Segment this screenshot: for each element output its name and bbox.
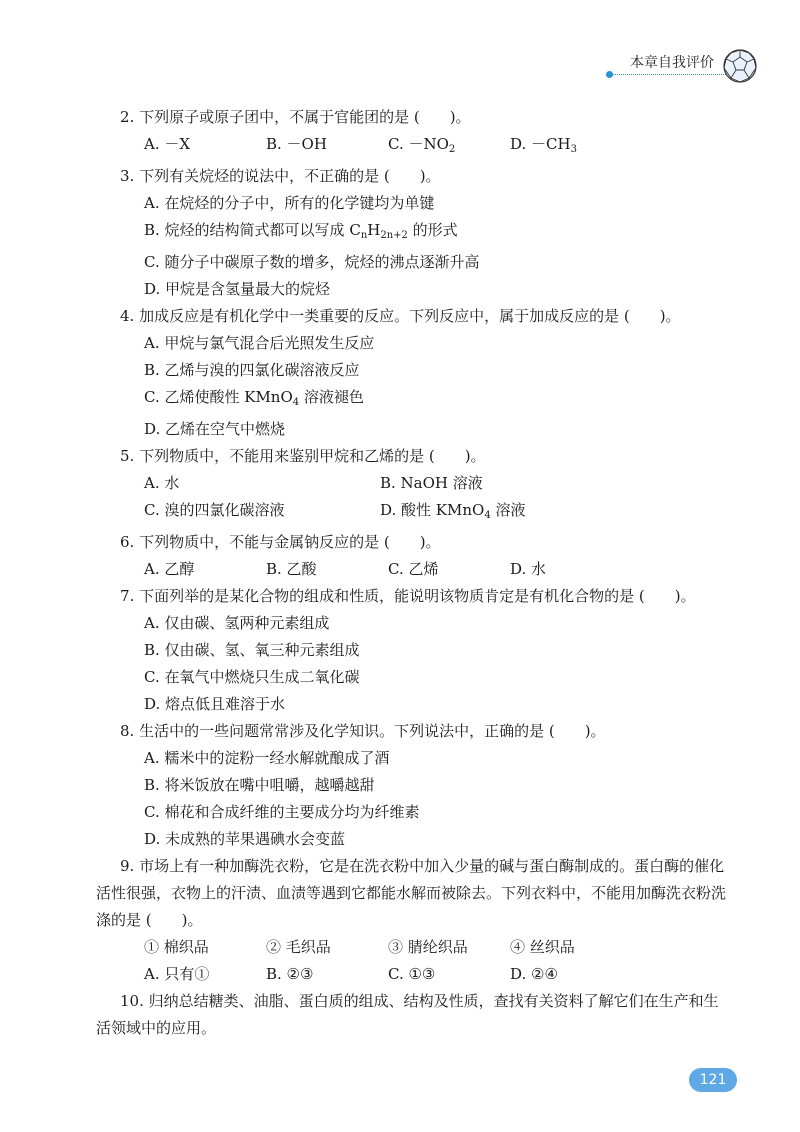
question-9-stem: 9. 市场上有一种加酶洗衣粉，它是在洗衣粉中加入少量的碱与蛋白酶制成的。蛋白酶的催化活性很强，衣物上的汗渍、血渍等遇到它都能水解而被除去。下列衣料中，不能用加酶洗衣粉洗涤的是 ( )。 [96, 857, 727, 929]
item-4: ④ 丝织品 [510, 938, 575, 956]
question-5-options-row-1 [120, 470, 730, 497]
question-2-stem: 2. 下列原子或原子团中，不属于官能团的是 ( )。 [120, 108, 471, 126]
header-rule [610, 74, 732, 75]
question-4-option-d: D. 乙烯在空气中燃烧 [144, 420, 286, 438]
question-6-options [120, 556, 730, 583]
question-3-option-a: A. 在烷烃的分子中，所有的化学键均为单键 [144, 194, 435, 212]
question-4-option-b: B. 乙烯与溴的四氯化碳溶液反应 [144, 361, 360, 379]
item-3: ③ 腈纶织品 [388, 938, 468, 956]
option-d: D. $-CH_3$ [510, 135, 577, 155]
question-9-options [120, 961, 730, 988]
question-5-options-row-2 [120, 497, 730, 529]
question-3-stem: 3. 下列有关烷烃的说法中，不正确的是 ( )。 [120, 167, 441, 185]
option-a: A. 水 [144, 474, 180, 492]
question-2-options [120, 131, 730, 163]
page-number: 121 [689, 1068, 737, 1092]
option-c: C. 溴的四氯化碳溶液 [144, 501, 285, 519]
question-10-stem: 10. 归纳总结糖类、油脂、蛋白质的组成、结构及性质，查找有关资料了解它们在生产和生活领域中的应用。 [96, 992, 719, 1037]
header-title: 本章自我评价 [630, 55, 714, 71]
option-c: C. 乙烯 [388, 560, 439, 578]
question-3-option-d: D. 甲烷是含氢量最大的烷烃 [144, 280, 331, 298]
option-d: D. ②④ [510, 965, 558, 983]
option-a: A. 只有① [144, 965, 210, 983]
option-b: B. －OH [266, 135, 327, 153]
question-8-option-c: C. 棉花和合成纤维的主要成分均为纤维素 [144, 803, 420, 821]
question-3-option-c: C. 随分子中碳原子数的增多，烷烃的沸点逐渐升高 [144, 253, 480, 271]
option-b: B. NaOH 溶液 [380, 474, 483, 492]
fullerene-icon [722, 48, 758, 84]
question-4-stem: 4. 加成反应是有机化学中一类重要的反应。下列反应中，属于加成反应的是 ( )。 [120, 307, 681, 325]
option-b: B. ②③ [266, 965, 314, 983]
option-c: C. ①③ [388, 965, 436, 983]
question-6-stem: 6. 下列物质中，不能与金属钠反应的是 ( )。 [120, 533, 441, 551]
option-d: D. 酸性 KMnO$_4$ 溶液 [380, 501, 526, 521]
question-list [96, 104, 730, 1042]
question-7-option-c: C. 在氧气中燃烧只生成二氧化碳 [144, 668, 360, 686]
question-4-option-c: C. 乙烯使酸性 KMnO$_4$ 溶液褪色 [144, 388, 364, 408]
question-7-option-d: D. 熔点低且难溶于水 [144, 695, 286, 713]
question-7-stem: 7. 下面列举的是某化合物的组成和性质，能说明该物质肯定是有机化合物的是 ( )。 [120, 587, 696, 605]
question-8-option-b: B. 将米饭放在嘴中咀嚼，越嚼越甜 [144, 776, 375, 794]
question-8-option-d: D. 未成熟的苹果遇碘水会变蓝 [144, 830, 346, 848]
option-b: B. 乙酸 [266, 560, 317, 578]
option-c: C. $-NO_2$ [388, 135, 456, 155]
chapter-header [0, 46, 800, 94]
item-1: ① 棉织品 [144, 938, 209, 956]
option-a: A. －X [144, 135, 191, 153]
question-7-option-a: A. 仅由碳、氢两种元素组成 [144, 614, 330, 632]
option-d: D. 水 [510, 560, 547, 578]
question-9-items [120, 934, 730, 961]
question-3-option-b: B. 烷烃的结构简式都可以写成 $C_nH_{2n+2}$ 的形式 [144, 221, 458, 241]
item-2: ② 毛织品 [266, 938, 331, 956]
question-7-option-b: B. 仅由碳、氢、氧三种元素组成 [144, 641, 360, 659]
question-8-stem: 8. 生活中的一些问题常常涉及化学知识。下列说法中，正确的是 ( )。 [120, 722, 606, 740]
question-4-option-a: A. 甲烷与氯气混合后光照发生反应 [144, 334, 375, 352]
question-5-stem: 5. 下列物质中，不能用来鉴别甲烷和乙烯的是 ( )。 [120, 447, 486, 465]
question-8-option-a: A. 糯米中的淀粉一经水解就酿成了酒 [144, 749, 390, 767]
option-a: A. 乙醇 [144, 560, 195, 578]
